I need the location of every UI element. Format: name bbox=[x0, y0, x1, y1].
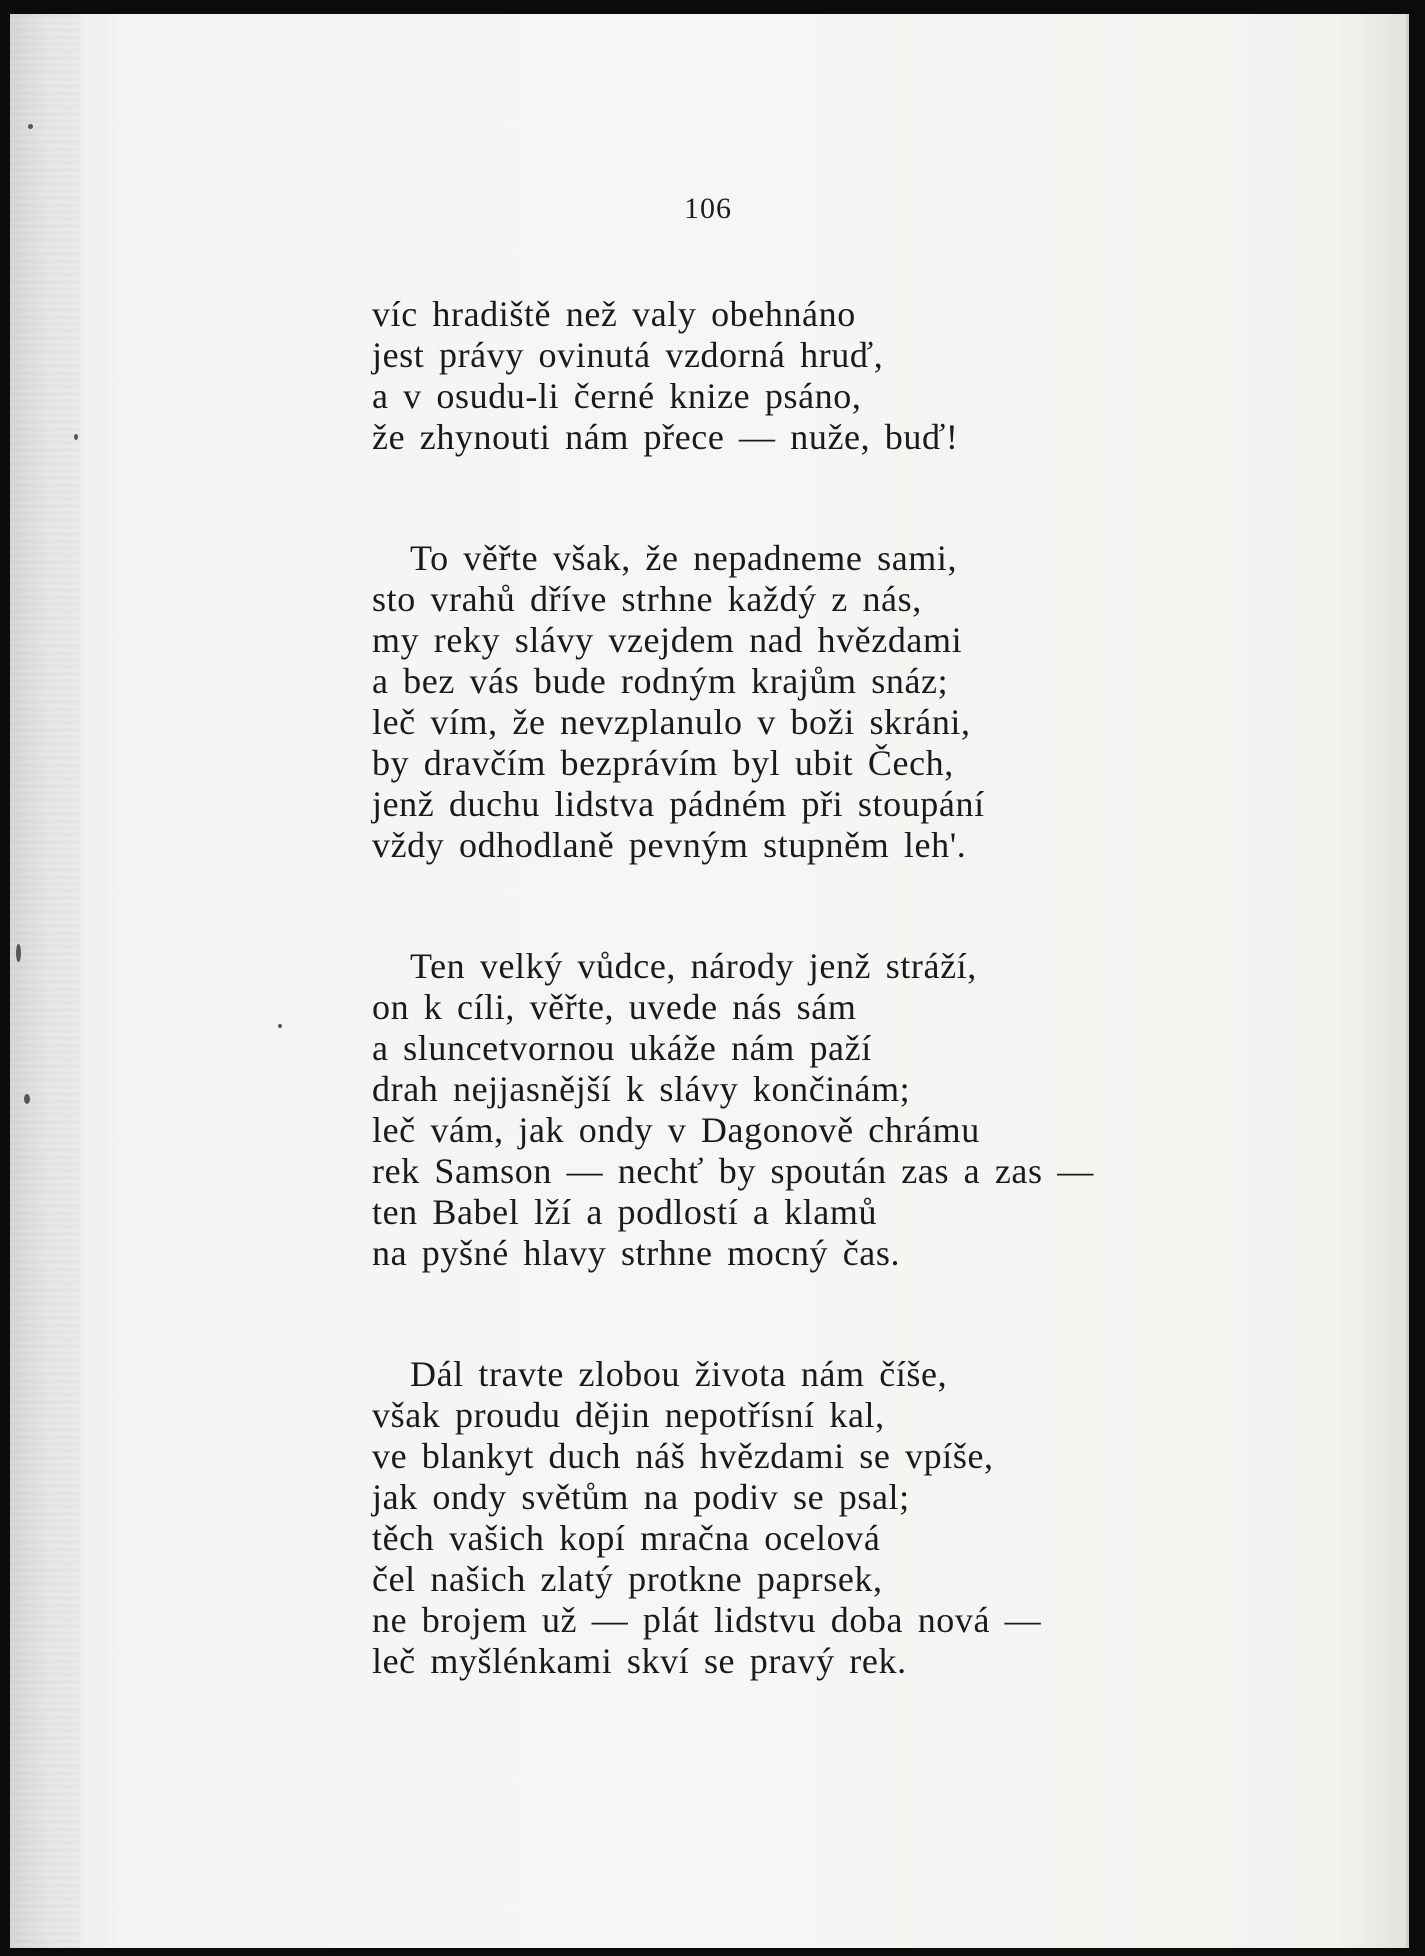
stanza-3 bbox=[372, 946, 1272, 1274]
stanza-1 bbox=[372, 294, 1272, 458]
verse-line: Dál travte zlobou života nám číše, bbox=[410, 1354, 948, 1394]
verse-line: jest právy ovinutá vzdorná hruď, bbox=[372, 335, 884, 375]
verse-line: To věřte však, že nepadneme sami, bbox=[410, 538, 958, 578]
page-speck bbox=[74, 434, 78, 440]
page-speck bbox=[24, 1094, 30, 1104]
page-speck bbox=[278, 1024, 282, 1028]
verse-line: a bez vás bude rodným krajům snáz; bbox=[372, 661, 949, 701]
verse-line: však proudu dějin nepotřísní kal, bbox=[372, 1395, 885, 1435]
verse-line: Ten velký vůdce, národy jenž stráží, bbox=[410, 946, 977, 986]
verse-line: my reky slávy vzejdem nad hvězdami bbox=[372, 620, 963, 660]
verse-line: na pyšné hlavy strhne mocný čas. bbox=[372, 1233, 901, 1273]
verse-line: čel našich zlatý protkne paprsek, bbox=[372, 1559, 883, 1599]
verse-line: jenž duchu lidstva pádném při stoupání bbox=[372, 784, 985, 824]
verse-line: drah nejjasnější k slávy končinám; bbox=[372, 1069, 911, 1109]
verse-line: leč vím, že nevzplanulo v boži skráni, bbox=[372, 702, 971, 742]
verse-line: těch vašich kopí mračna ocelová bbox=[372, 1518, 881, 1558]
verse-line: ten Babel lží a podlostí a klamů bbox=[372, 1192, 878, 1232]
verse-line: leč myšlénkami skví se pravý rek. bbox=[372, 1641, 907, 1681]
page-speck bbox=[28, 124, 33, 129]
verse-line: a sluncetvornou ukáže nám paží bbox=[372, 1028, 872, 1068]
stanza-4 bbox=[372, 1354, 1272, 1682]
verse-line: že zhynouti nám přece — nuže, buď! bbox=[372, 417, 959, 457]
stanza-2 bbox=[372, 538, 1272, 866]
book-page bbox=[10, 14, 1409, 1948]
verse-line: by dravčím bezprávím byl ubit Čech, bbox=[372, 743, 954, 783]
verse-line: vždy odhodlaně pevným stupněm leh'. bbox=[372, 825, 967, 865]
verse-line: ve blankyt duch náš hvězdami se vpíše, bbox=[372, 1436, 994, 1476]
verse-line: víc hradiště než valy obehnáno bbox=[372, 294, 856, 334]
verse-line: jak ondy světům na podiv se psal; bbox=[372, 1477, 910, 1517]
verse-line: a v osudu-li černé knize psáno, bbox=[372, 376, 862, 416]
verse-line: rek Samson — nechť by spoután zas a zas — bbox=[372, 1151, 1094, 1191]
verse-line: leč vám, jak ondy v Dagonově chrámu bbox=[372, 1110, 980, 1150]
verse-line: sto vrahů dříve strhne každý z nás, bbox=[372, 579, 922, 619]
page-number: 106 bbox=[684, 192, 732, 225]
poem bbox=[372, 294, 1272, 1682]
page-speck bbox=[16, 944, 21, 962]
verse-line: ne brojem už — plát lidstvu doba nová — bbox=[372, 1600, 1042, 1640]
verse-line: on k cíli, věřte, uvede nás sám bbox=[372, 987, 857, 1027]
